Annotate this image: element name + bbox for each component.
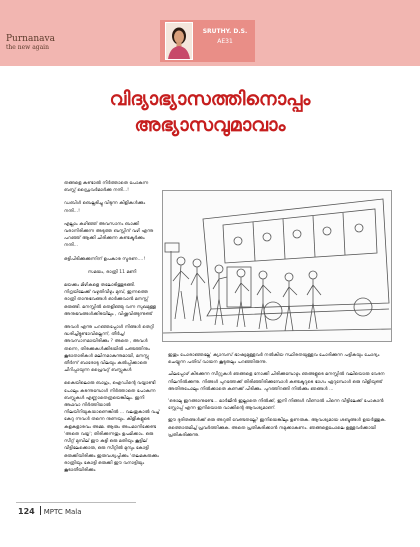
paragraph: മയക്കം മിഴികളെ തലോടിത്തുടങ്ങി. നിദ്രയിലേക്ക് വഴുതിവീഴും മുമ്പ്, ഇന്നത്തെ രാത്രി താനുഭവങ്ങൾ ഓർക്കുവാൻ മനസ്സ് ഒരുങ്ങി. മനസ്സിൽ തെളിഞ്ഞു വന്ന സുഖമുള്ള അനുഭവങ്ങൾക്കിടയിലും , വിഷ്ണവിങ്ങുന്നുണ്ട് <box>64 283 156 317</box>
page-footer <box>18 506 82 520</box>
bus-stop-sketch <box>163 191 391 341</box>
author-photo <box>165 22 193 60</box>
title-line-1: വിദ്യാഭ്യാസത്തിനൊപ്പം <box>109 88 311 110</box>
page-number: 124 <box>18 507 35 516</box>
paragraph: ചിലപ്പോഴ് കിടക്കുന്ന സീറ്റുകൾ ഞങ്ങളെ നോക്കി ചിരിക്കുമ്പോഴും ഞങ്ങളുടെ മനസ്സിൽ വലിയൊരു വേദന നിലനിൽക്കുന്നു. നിങ്ങൾ പുറത്തേക്ക് തിരിഞ്ഞിരിക്കുമ്പോൾ കണ്ടക്ടറുടെ ഭാഗം ഏറുമ്പോൾ ഒരു വിളിയുണ്ട് അതിനുപോലും നിൽക്കാതെ കണക്ക് പിടിക്കും. പുറത്തിറങ്ങി നിൽക്കും ഞങ്ങൾ ... <box>168 372 385 392</box>
paragraph: ഡബിൾ ബെല്ലടിച്ചു വിടുന്ന കിളികൾക്കും നന്ദി...! <box>64 201 146 214</box>
right-column <box>168 352 390 444</box>
author-portrait-icon <box>166 23 192 59</box>
author-name: SRUTHY. D.S. <box>202 28 248 35</box>
footer-rule <box>16 502 136 503</box>
title-line-2: അഭ്യാസവുമാവാം <box>134 114 286 136</box>
brand-tagline: the new again <box>6 44 49 51</box>
article-title <box>40 86 380 138</box>
paragraph: ഒട്ടിപിടിക്കുക്കുന്നിന് ഉപകാര സ്മരണ....! <box>64 256 146 262</box>
left-column <box>64 180 160 480</box>
time-line: സമയം, രാത്രി 11 മണി <box>87 269 137 275</box>
paragraph: കൈയിലൊരു ബാഗും, ഐഡിന്റെ വയ്യാണ്ടി പോലും കടന്നുമ്പോൾ നിർത്താതെ പോകുന്ന ബസ്സുകൾ എണ്ണാതെത്രയെങ്കിലും. ഇനി അഥവാ നിർത്തിയാൽ നിലയിറിയുകയാണെങ്കിൽ ... വലതുകാൽ വച്ച് കേറു ന്നവൾ തന്നെ നുണയും. കിളികളുടെ കളകളാരവം അമ്മ. ആരും അപമാനിക്കേണ്ട 'അതെ വയ്യ'; തിരിക്കുന്നതും ഉപമിക്കാം. ഒരു സീറ്റ് മുമ്പില് ഈ കുട്ടി ഒരു മതിയും കൂട്ടില് വീട്ടിലേക്കൊരു, ഒരു സീറ്റിൽ മുമ്പും കോട്ടി ഒരുക്കിയിരിക്കും ഇരുവശ്യപ്പിക്കും 'തലമകരുക്കും രാത്രിയും കോട്ടി ഒരുക്കി ഈ വനാട്ടിയും കൂടാതീയിരിക്കും <box>64 381 160 473</box>
paragraph: 'ഒരാലു ഇറങ്ങാനുണ്ടേ... മാർജിൻ ഇല്ലാതെ നിൽക്ക്, ഇനി നിങ്ങൾ വീണാൽ പിന്നെ വീട്ടിലേക്ക് പോകാൻ സ്റ്റോപ്പ് എന്ന ഇനിയൊരു വാക്കിന്റെ ആവശ്യമാണ്. <box>168 399 384 412</box>
bus-illustration <box>162 190 392 342</box>
brand-name: Purnanava <box>6 34 55 44</box>
paragraph: എല്ലാം കഴിഞ്ഞ് അവസാനം ബാക്കി വരാനിരിക്കുന്ന അടുത്ത ബസ്സിന് വഴി എന്നു പറഞ്ഞ് ആക്കി ചിരിക്കുന്ന കണ്ടക്ടർക്കും നന്ദി... <box>64 221 154 249</box>
paragraph: ഈ ദുരിതങ്ങൾക്ക് ഒരു അറുതി വേണ്ടതല്ലേ? ഇനിയെങ്കിലും ഉണരുക. ആവശ്യമായ ശബ്ദങ്ങൾ ഉയർത്തുക. ഒത്തൊരുമിച്ച് പ്രവർത്തിക്കുക. അതെ പ്രതികരിക്കാൻ നമുക്കാകണം. ഞങ്ങളെപോലെ ഉള്ളവർക്കായി പ്രതികരിക്കുന്നു. <box>168 418 387 438</box>
paragraph: ഇതും പോരാഞ്ഞല്ലേ' ക്യാമ്പസ് ഭാഷ്യമുള്ളവർ നൽകിയ സ്ഥിരതയുള്ളവ ചോദിക്കുന്ന പട്ടികയും ചോദ്യം ചെയ്യുന്ന പതിവ് വായന കൂടുതലും പറഞ്ഞിരുന്നു. <box>168 353 380 366</box>
paragraph: അവൾ എന്നു പറഞ്ഞപ്പോൾ നിങ്ങൾ തെറ്റി ദ്ധരിച്ചിട്ടുണ്ടാവില്ലെന്ന്, തീർച്ച! അവസാനമായിരിക്കും ? അതെ , അവൾ തന്നെ, തിരക്കുകൾക്കിടയിൽ പണ്ടത്തിനും കൂടാതാരികൾ മലിനമാകുന്നുമായി, മനസ്സു തീർന്ന് ബാരോടു വിലയും കൽപ്പിക്കാതെ ചീറിപ്പായുന്ന പ്രൈവറ്റ് ബസ്സുകൾ <box>64 325 154 374</box>
author-role: AE31 <box>217 38 233 45</box>
magazine-brand <box>6 34 55 52</box>
magazine-name: MPTC Mala <box>43 508 82 516</box>
footer-divider <box>40 506 41 515</box>
paragraph: തങ്ങളെ കണ്ടാൽ നിർത്താതെ പോകുന്ന ബസ്സ് ഡ്രൈവർമാർക്കു നന്ദി...! <box>64 181 149 194</box>
